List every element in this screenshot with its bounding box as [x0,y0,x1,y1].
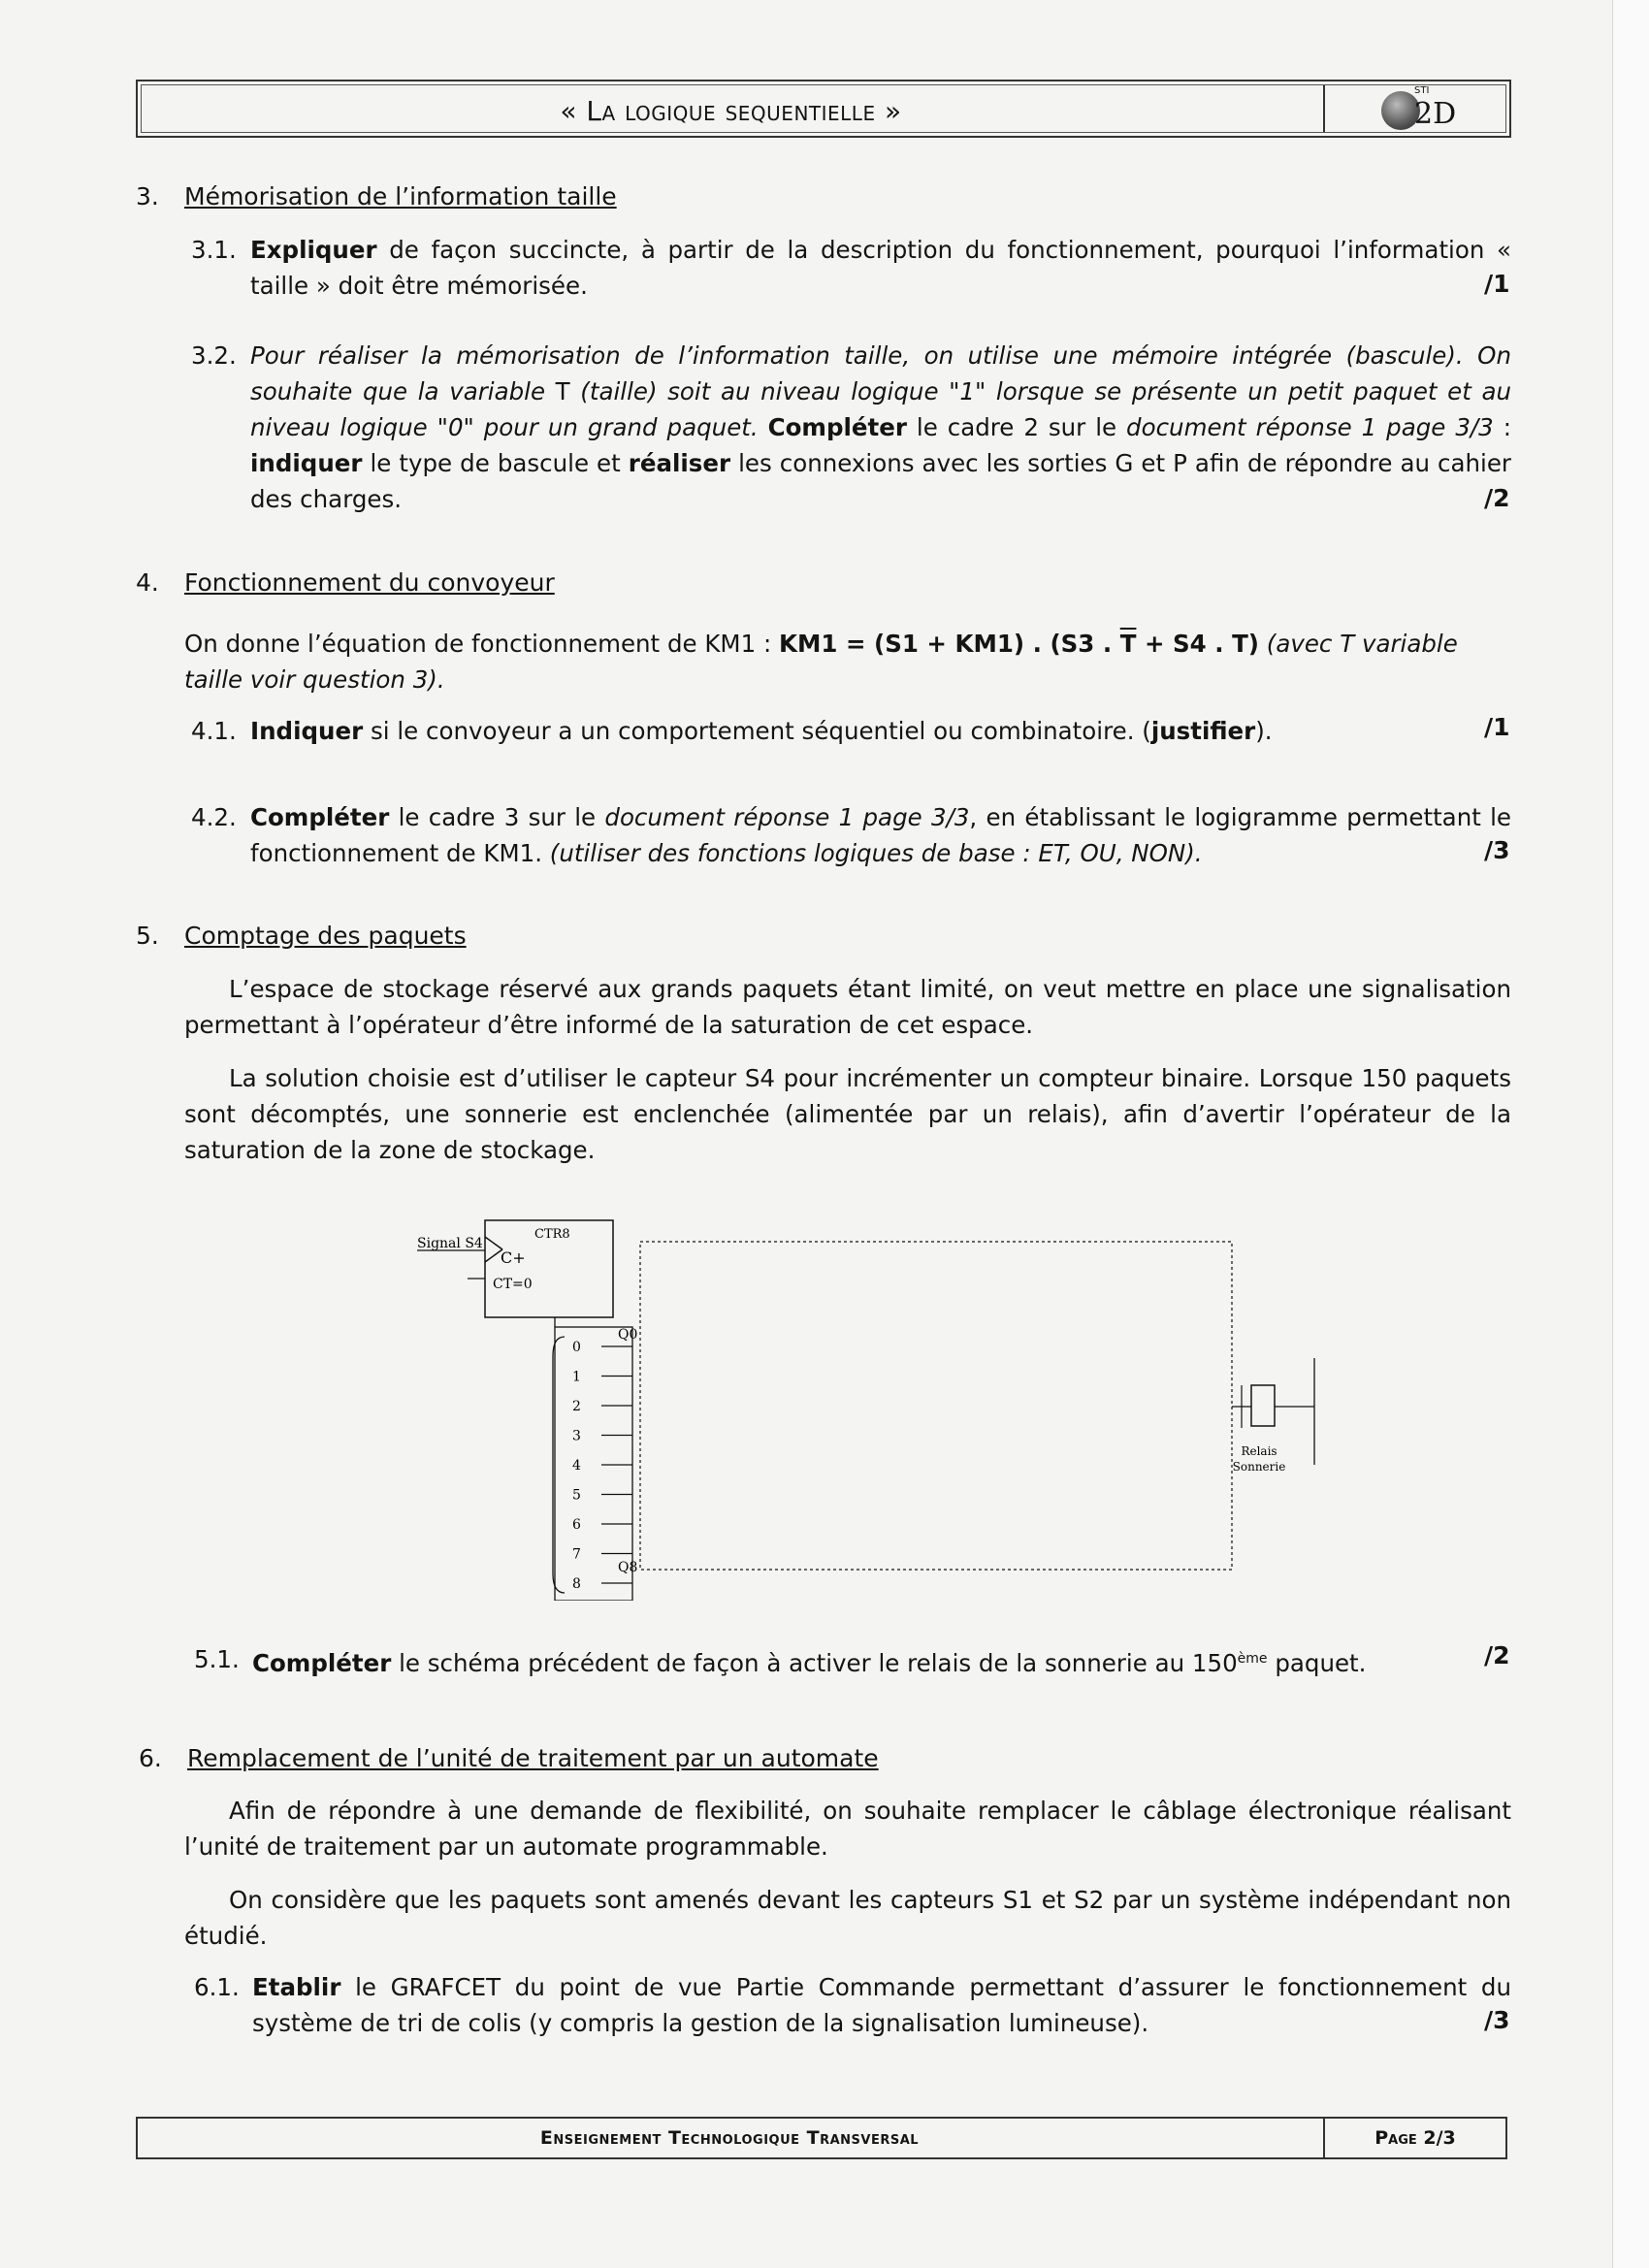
s5-paragraph-2: La solution choisie est d’utiliser le capteur S4 pour incrémenter un compteur binaire. Lorsque 150 paquets sont décomptés, une sonnerie est enclenchée (alimentée par un relais), afin d’avertir l’opérateur de la saturation de la zone de stockage. [184,1064,1511,1164]
q51-number: 5.1. [194,1645,240,1673]
logo-sti-text: STI [1414,85,1430,96]
q61-number: 6.1. [194,1973,240,2001]
relay-label: Relais [1241,1444,1277,1458]
s6-paragraph-1: Afin de répondre à une demande de flexibilité, on souhaite remplacer le câblage électronique réalisant l’unité de traitement par un automate programmable. [184,1797,1511,1861]
section-3-title: Mémorisation de l’information taille [184,182,617,211]
q42-points: /3 [1484,836,1510,864]
sti2d-logo [1323,85,1509,132]
km1-eq-part-a: KM1 = (S1 + KM1) . (S3 . [779,630,1120,658]
q61-verb: Etablir [252,1973,341,2001]
document-title: « La logique sequentielle » [560,95,902,127]
q42-verb: Compléter [250,803,390,831]
section-6-number: 6. [139,1744,162,1772]
km1-equation-paragraph [184,626,1511,697]
q31-verb: Expliquer [250,236,377,264]
output-bits [553,1337,632,1593]
q51-plain-2: paquet. [1267,1649,1367,1678]
section-4-title: Fonctionnement du convoyeur [184,568,555,597]
q31-text [250,232,1511,304]
answer-frame [640,1242,1232,1570]
q32-plain-5: les connexions avec les sorties G et P afin de répondre au cahier des charges. [250,449,1511,513]
km1-intro: On donne l’équation de fonctionnement de KM1 : [184,630,779,658]
output-bit-label: 6 [572,1517,581,1533]
q31-number: 3.1. [191,236,237,264]
q51-text [252,1641,1455,1681]
q32-italic-2: (taille) soit au niveau logique "1" lorsque se présente un petit paquet et au niveau logique "0" pour un grand paquet. [250,377,1511,441]
section-5-number: 5. [136,922,159,950]
q32-italic-1: Pour réaliser la mémorisation de l’information taille, on utilise une mémoire intégrée (bascule). On souhaite que la variable [250,341,1511,405]
km1-eq-part-b: + S4 . T) [1136,630,1259,658]
q41-text [250,713,1453,749]
q41-points: /1 [1484,713,1510,741]
output-bit-label: 3 [572,1428,581,1444]
section-3-number: 3. [136,182,159,211]
page-edge [1612,0,1649,2268]
q41-justify: justifier [1150,717,1256,745]
q42-doc-ref: document réponse 1 page 3/3 [604,803,970,831]
q32-plain-2: le cadre 2 sur le [906,413,1127,441]
output-bit-label: 0 [572,1340,581,1355]
q51-plain-1: le schéma précédent de façon à activer le relais de la sonnerie au 150 [391,1649,1238,1678]
output-bit-label: 4 [572,1458,581,1474]
km1-eq-t-bar: $\overline{T}$ [1119,630,1137,658]
q51-points: /2 [1484,1641,1510,1669]
q41-plain-1: si le convoyeur a un comportement séquentiel ou combinatoire. ( [363,717,1151,745]
sonnerie-label: Sonnerie [1232,1460,1286,1474]
section-4-number: 4. [136,568,159,597]
output-bit-label: 5 [572,1487,581,1504]
counter-name: CTR8 [534,1227,570,1242]
q42-plain-2: , en établissant le logigramme permettant le fonctionnement de KM1. [250,803,1511,867]
output-bit-label: 2 [572,1399,581,1414]
q42-number: 4.2. [191,803,237,831]
signal-s4-label: Signal S4 [417,1236,483,1251]
output-bit-label: 7 [572,1546,581,1563]
counter-clear-input: CT=0 [493,1277,533,1292]
q32-points: /2 [1484,484,1510,512]
s6-paragraph-2: On considère que les paquets sont amenés devant les capteurs S1 et S2 par un système indépendant non étudié. [184,1886,1511,1950]
relay-coil [1251,1385,1275,1426]
q32-doc-ref: document réponse 1 page 3/3 [1126,413,1494,441]
output-q0-label: Q0 [618,1327,638,1343]
q42-text [250,799,1511,871]
q42-plain-1: le cadre 3 sur le [389,803,605,831]
q32-text [250,338,1511,517]
q32-plain-4: le type de bascule et [362,449,629,477]
counter-clock-input: C+ [501,1248,526,1267]
output-bit-label: 1 [572,1369,581,1385]
q31-body: de façon succincte, à partir de la description du fonctionnement, pourquoi l’information « taille » doit être mémorisée. [250,236,1511,300]
q61-points: /3 [1484,2006,1510,2034]
page-header [136,80,1511,138]
q32-verb-complete: Compléter [767,413,907,441]
q41-plain-2: ). [1255,717,1273,745]
footer-page-number: Page 2/3 [1323,2119,1505,2157]
q41-verb: Indiquer [250,717,364,745]
q61-text [252,1969,1511,2041]
q42-note: (utiliser des fonctions logiques de base : ET, OU, NON). [549,839,1203,867]
header-frame [141,84,1506,133]
footer-course-title: Enseignement Technologique Transversal [539,2127,920,2149]
km1-note: (avec T variable taille voir question 3). [184,630,1458,694]
section-6-title: Remplacement de l’unité de traitement par un automate [187,1744,879,1772]
s5-paragraph-1: L’espace de stockage réservé aux grands paquets étant limité, on veut mettre en place une signalisation permettant à l’opérateur d’être informé de la saturation de cet espace. [184,975,1511,1039]
q51-sup: ème [1237,1651,1268,1667]
logo-2d-text: 2D [1414,97,1457,131]
q32-verb-indicate: indiquer [250,449,363,477]
output-q8-label: Q8 [618,1560,638,1575]
q51-verb: Compléter [252,1649,392,1678]
counter-diagram [407,1213,1339,1601]
q31-points: /1 [1484,270,1510,298]
q32-plain-3: : [1493,413,1511,441]
q32-verb-realize: réaliser [628,449,731,477]
output-bit-label: 8 [572,1576,581,1592]
page-footer [136,2117,1507,2159]
q61-plain-1: le GRAFCET du point de vue Partie Commande permettant d’assurer le fonctionnement du système de tri de colis (y compris la gestion de la signalisation lumineuse). [252,1973,1511,2037]
q41-number: 4.1. [191,717,237,745]
q32-var-t: T [555,377,570,405]
section-5-title: Comptage des paquets [184,922,467,950]
q32-number: 3.2. [191,341,237,370]
